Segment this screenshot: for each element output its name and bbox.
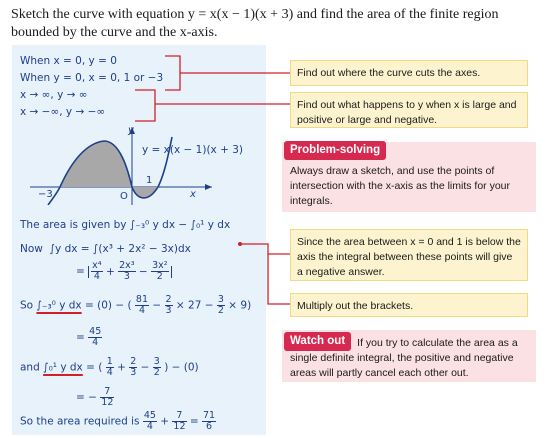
right-integral-result: = − $\frac{7}{12}$ [76, 386, 114, 408]
tick-minus-3: −3 [38, 189, 53, 200]
limit-line-2: x → −∞, y → −∞ [20, 106, 106, 118]
note-axes: Find out where the curve cuts the axes. [290, 60, 528, 86]
watch-out-tag: Watch out [284, 332, 351, 351]
watch-out-box [282, 330, 536, 382]
curve-sketch [12, 45, 266, 205]
right-integral-evaluation: and ∫₀¹ y dx = ( $\frac{1}{4}$ + $\frac{2}{3}$ − $\frac{3}{2}$ ) − (0) [20, 356, 199, 378]
axes-line-2: When y = 0, x = 0, 1 or −3 [20, 72, 164, 84]
limit-line-1: x → ∞, y → ∞ [20, 89, 88, 101]
now-label: Now [20, 243, 43, 255]
y-axis-label: y [128, 125, 134, 136]
note-negative-area: Since the area between x = 0 and 1 is below the axis the integral between these points will give a negative answer. [290, 229, 528, 281]
curve-equation: y = x(x − 1)(x + 3) [142, 144, 244, 156]
axes-line-1: When x = 0, y = 0 [20, 55, 117, 67]
integral-expression: ∫y dx = ∫(x³ + 2x² − 3x)dx [49, 243, 191, 255]
tick-1: 1 [146, 175, 153, 186]
area-expression: ∫₋₃⁰ y dx − ∫₀¹ y dx [129, 219, 231, 231]
problem-solving-text: Always draw a sketch, and use the points of intersection with the x-axis as the limits for your integrals. [290, 165, 510, 207]
origin-label: O [120, 191, 128, 202]
worked-solution [12, 45, 266, 435]
question-text: Sketch the curve with equation y = x(x − 1)(x + 3) and find the area of the finite region bounded by the curve and the x-axis. [11, 7, 499, 40]
problem-solving-box [282, 142, 536, 212]
problem-solving-tag: Problem-solving [284, 141, 386, 160]
x-axis-label: x [190, 189, 196, 200]
shaded-region-left [60, 141, 132, 187]
area-label: The area is given by [20, 219, 127, 231]
left-integral-result: = $\frac{45}{4}$ [76, 326, 102, 348]
final-area: So the area required is $\frac{45}{4}$ + $\frac{7}{12}$ = $\frac{71}{6}$ [20, 410, 216, 432]
watch-out-text: If you try to calculate the area as a single definite integral, the positive and negative areas will partly cancel each other out. [290, 337, 518, 379]
note-multiply: Multiply out the brackets. [290, 293, 528, 317]
note-limits: Find out what happens to y when x is large and positive or large and negative. [290, 92, 528, 128]
antiderivative: = $\frac{\text{x⁴}}{4}$ + $\frac{\text{2x³}}{3}$ − $\frac{\text{3x²}}{2}$ [76, 261, 172, 282]
left-integral-evaluation: So ∫₋₃⁰ y dx = (0) − ( $\frac{81}{4}$ − $\frac{2}{3}$ × 27 − $\frac{3}{2}$ × 9) [20, 294, 252, 316]
